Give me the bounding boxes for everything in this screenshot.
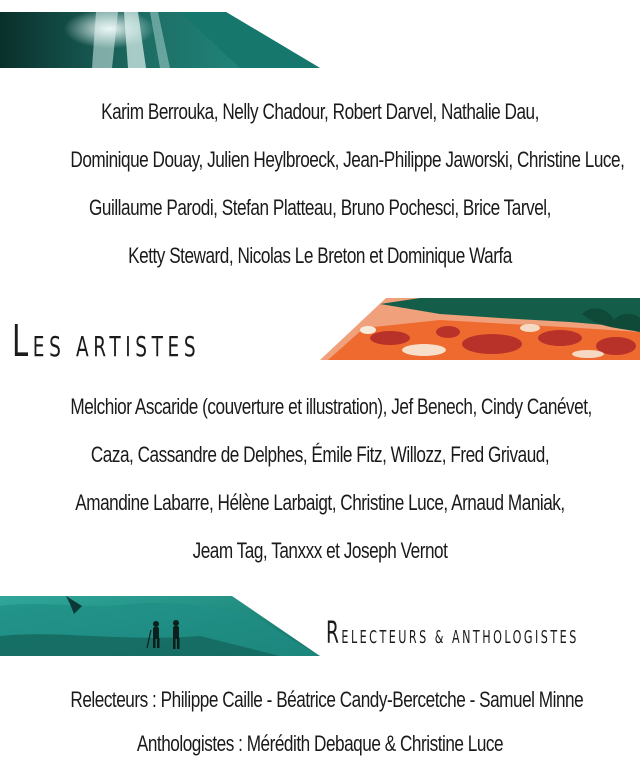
relecteurs-banner-illustration [0, 596, 320, 656]
artists-line: Jeam Tag, Tanxxx et Joseph Vernot [192, 538, 448, 563]
artists-banner-illustration [320, 298, 640, 360]
artists-heading-rest: ES ARTISTES [32, 330, 201, 363]
authors-line: Dominique Douay, Julien Heylbroeck, Jean-Philippe Jaworski, Christine Luce, [70, 147, 625, 172]
artists-line: Amandine Labarre, Hélène Larbaigt, Christine Luce, Arnaud Maniak, [75, 490, 565, 515]
relecteurs-heading-cap: R [326, 616, 342, 651]
authors-line: Ketty Steward, Nicolas Le Breton et Dominique Warfa [128, 243, 512, 268]
authors-line: Karim Berrouka, Nelly Chadour, Robert Darvel, Nathalie Dau, [101, 99, 539, 124]
artists-heading [12, 316, 200, 367]
artists-line: Melchior Ascaride (couverture et illustration), Jef Benech, Cindy Canévet, [70, 394, 592, 419]
anthologistes-line: Anthologistes : Mérédith Debaque & Christine Luce [136, 731, 504, 756]
relecteurs-heading [326, 616, 579, 651]
authors-list [70, 88, 625, 280]
relecteurs-list [70, 678, 584, 766]
authors-line: Guillaume Parodi, Stefan Platteau, Bruno Pochesci, Brice Tarvel, [89, 195, 551, 220]
top-banner-illustration [0, 12, 320, 68]
artists-line: Caza, Cassandre de Delphes, Émile Fitz, Willozz, Fred Grivaud, [90, 442, 550, 467]
artists-list [70, 383, 592, 575]
relecteurs-heading-rest: ELECTEURS & ANTHOLOGISTES [341, 627, 579, 648]
relecteurs-line: Relecteurs : Philippe Caille - Béatrice Candy-Bercetche - Samuel Minne [70, 687, 584, 712]
artists-heading-cap: L [12, 316, 33, 367]
